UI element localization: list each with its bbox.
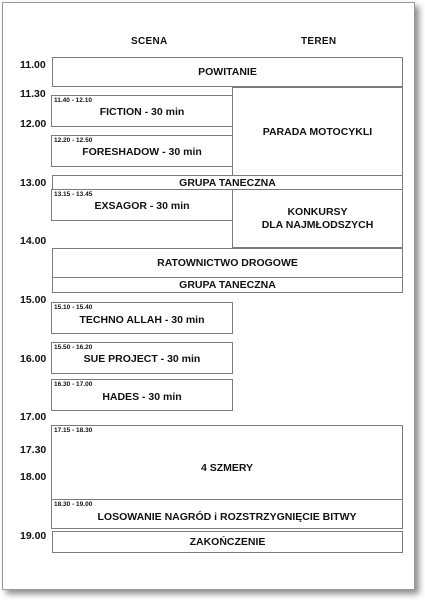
time-label: 11.30 bbox=[20, 88, 46, 100]
event-title-line1: KONKURSY bbox=[287, 205, 348, 218]
column-header-scena: SCENA bbox=[131, 36, 168, 47]
time-label: 12.00 bbox=[20, 118, 47, 130]
event-ratownictwo-drogowe bbox=[52, 248, 403, 278]
event-time-range: 11.40 - 12.10 bbox=[54, 97, 92, 104]
event-time-range: 13.15 - 13.45 bbox=[54, 191, 93, 198]
event-time-range: 16.30 - 17.00 bbox=[54, 381, 93, 388]
event-foreshadow bbox=[51, 135, 233, 167]
event-title: GRUPA TANECZNA bbox=[179, 278, 276, 291]
event-exsagor bbox=[51, 189, 233, 221]
event-title: PARADA MOTOCYKLI bbox=[262, 125, 373, 138]
time-label: 15.00 bbox=[20, 294, 47, 306]
event-time-range: 18.30 - 19.00 bbox=[54, 501, 93, 508]
event-sue-project bbox=[51, 342, 233, 374]
time-label: 11.00 bbox=[20, 59, 46, 71]
event-title-line2: DLA NAJMŁODSZYCH bbox=[261, 218, 374, 231]
time-label: 19.00 bbox=[20, 530, 47, 542]
time-label: 13.00 bbox=[20, 177, 47, 189]
event-parada-motocykli bbox=[232, 87, 403, 177]
time-label: 16.00 bbox=[20, 353, 47, 365]
event-title: POWITANIE bbox=[198, 65, 257, 78]
event-time-range: 17.15 - 18.30 bbox=[54, 427, 93, 434]
event-title: HADES - 30 min bbox=[102, 391, 182, 403]
column-header-teren: TEREN bbox=[301, 36, 337, 47]
event-title: EXSAGOR - 30 min bbox=[94, 200, 190, 212]
event-title: GRUPA TANECZNA bbox=[179, 176, 276, 189]
event-techno-allah bbox=[51, 302, 233, 334]
schedule-page bbox=[2, 2, 415, 590]
event-time-range: 12.20 - 12.50 bbox=[54, 137, 93, 144]
event-time-range: 15.50 - 16.20 bbox=[54, 344, 93, 351]
event-hades bbox=[51, 379, 233, 411]
event-4-szmery bbox=[51, 425, 403, 500]
event-zakonczenie bbox=[52, 531, 403, 553]
event-konkursy bbox=[232, 189, 403, 248]
event-title: RATOWNICTWO DROGOWE bbox=[157, 256, 298, 269]
event-title: TECHNO ALLAH - 30 min bbox=[79, 314, 205, 326]
time-label: 18.00 bbox=[20, 471, 47, 483]
event-powitanie bbox=[52, 57, 403, 87]
event-title: ZAKOŃCZENIE bbox=[189, 535, 266, 548]
event-losowanie-nagrod bbox=[51, 499, 403, 529]
event-fiction bbox=[51, 95, 233, 127]
time-label: 17.00 bbox=[20, 411, 47, 423]
event-title: 4 SZMERY bbox=[200, 462, 254, 474]
time-label: 17.30 bbox=[20, 444, 47, 456]
event-title: SUE PROJECT - 30 min bbox=[83, 353, 201, 365]
event-time-range: 15.10 - 15.40 bbox=[54, 304, 93, 311]
event-title: LOSOWANIE NAGRÓD i ROZSTRZYGNIĘCIE BITWY bbox=[97, 511, 357, 523]
event-title: FORESHADOW - 30 min bbox=[82, 146, 202, 158]
time-label: 14.00 bbox=[20, 235, 47, 247]
event-title: FICTION - 30 min bbox=[99, 106, 185, 118]
event-grupa-taneczna bbox=[52, 277, 403, 293]
